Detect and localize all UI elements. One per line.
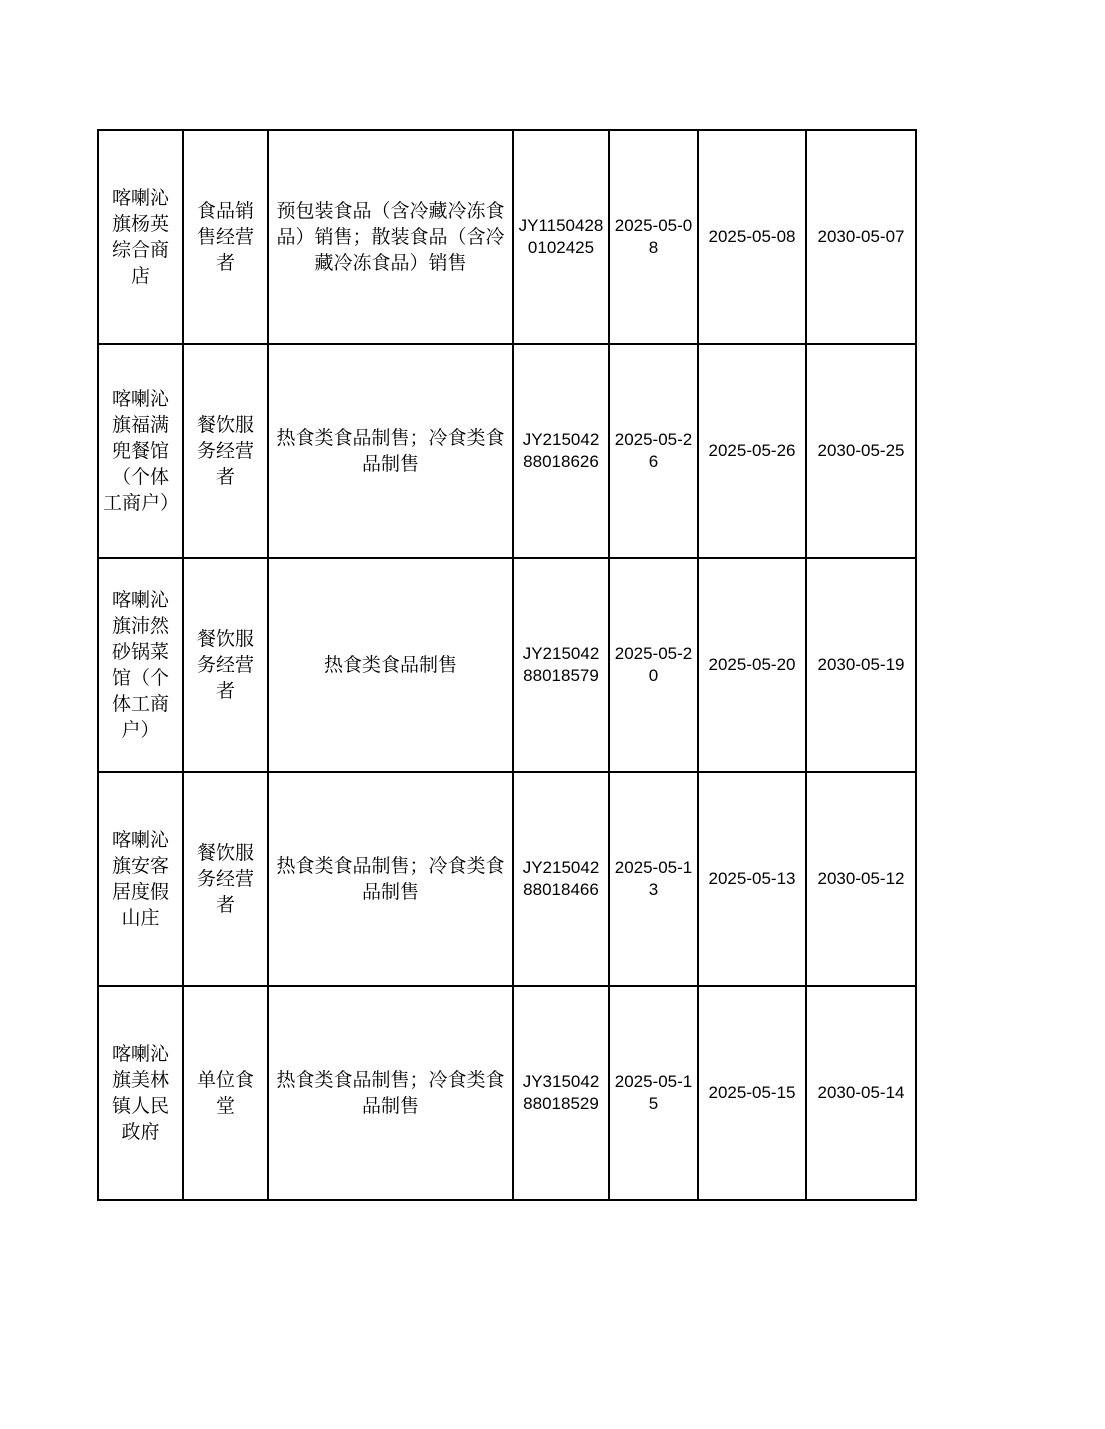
table-row [98,772,916,986]
table-row [98,344,916,558]
valid-from-cell: 2025-05-13 [698,772,806,986]
business-scope-cell: 热食类食品制售；冷食类食品制售 [268,986,513,1200]
business-name-cell: 喀喇沁旗沛然砂锅菜馆（个体工商户） [98,558,183,772]
valid-from-cell: 2025-05-20 [698,558,806,772]
business-name-cell: 喀喇沁旗杨英综合商店 [98,130,183,344]
issue-date-cell: 2025-05-13 [609,772,698,986]
business-name-cell: 喀喇沁旗美林镇人民政府 [98,986,183,1200]
valid-to-cell: 2030-05-19 [806,558,916,772]
license-number-cell: JY31504288018529 [513,986,609,1200]
business-scope-cell: 热食类食品制售 [268,558,513,772]
valid-to-cell: 2030-05-25 [806,344,916,558]
table-row [98,986,916,1200]
valid-from-cell: 2025-05-08 [698,130,806,344]
license-number-cell: JY11504280102425 [513,130,609,344]
valid-from-cell: 2025-05-26 [698,344,806,558]
issue-date-cell: 2025-05-15 [609,986,698,1200]
license-number-cell: JY21504288018579 [513,558,609,772]
valid-to-cell: 2030-05-12 [806,772,916,986]
issue-date-cell: 2025-05-08 [609,130,698,344]
valid-to-cell: 2030-05-07 [806,130,916,344]
valid-to-cell: 2030-05-14 [806,986,916,1200]
license-table [97,129,917,1201]
business-category-cell: 食品销售经营者 [183,130,268,344]
business-category-cell: 餐饮服务经营者 [183,772,268,986]
business-name-cell: 喀喇沁旗福满兜餐馆（个体工商户） [98,344,183,558]
business-category-cell: 餐饮服务经营者 [183,344,268,558]
business-category-cell: 单位食堂 [183,986,268,1200]
table-row [98,558,916,772]
business-scope-cell: 热食类食品制售；冷食类食品制售 [268,344,513,558]
issue-date-cell: 2025-05-20 [609,558,698,772]
issue-date-cell: 2025-05-26 [609,344,698,558]
license-number-cell: JY21504288018626 [513,344,609,558]
business-category-cell: 餐饮服务经营者 [183,558,268,772]
license-number-cell: JY21504288018466 [513,772,609,986]
business-scope-cell: 预包装食品（含冷藏冷冻食品）销售；散装食品（含冷藏冷冻食品）销售 [268,130,513,344]
table-row [98,130,916,344]
business-name-cell: 喀喇沁旗安客居度假山庄 [98,772,183,986]
business-scope-cell: 热食类食品制售；冷食类食品制售 [268,772,513,986]
valid-from-cell: 2025-05-15 [698,986,806,1200]
